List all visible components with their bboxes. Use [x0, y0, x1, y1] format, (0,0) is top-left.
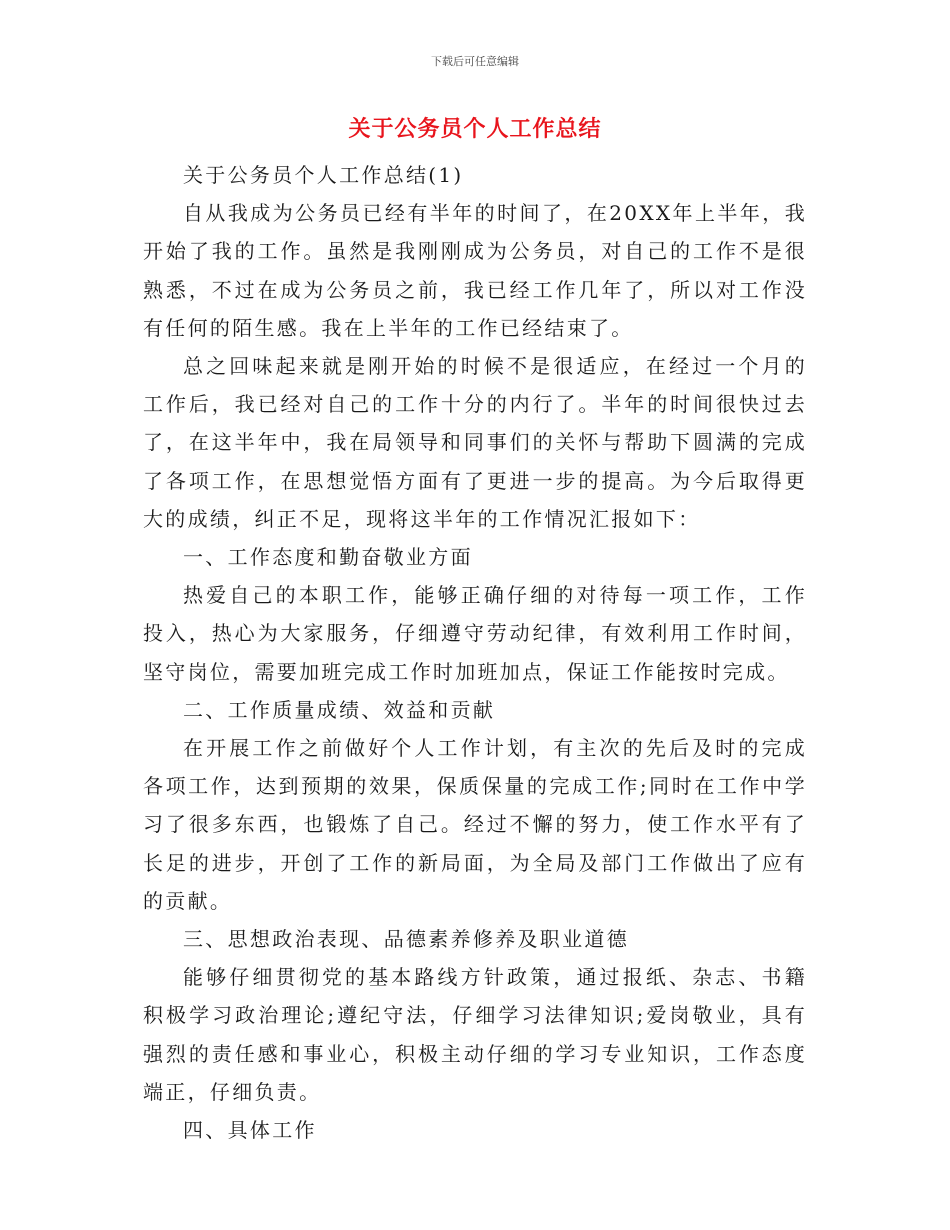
body-paragraph: 在开展工作之前做好个人工作计划，有主次的先后及时的完成各项工作，达到预期的效果，保质保量的完成工作;同时在工作中学习了很多东西，也锻炼了自己。经过不懈的努力，使工作水平有了长足的进步，开创了工作的新局面，为全局及部门工作做出了应有的贡献。	[143, 736, 807, 913]
header-note: 下载后可任意编辑	[431, 55, 519, 68]
section-heading: 四、具体工作	[183, 1118, 317, 1143]
section-heading: 一、工作态度和勤奋敬业方面	[183, 545, 473, 570]
body-paragraph: 热爱自己的本职工作，能够正确仔细的对待每一项工作，工作投入，热心为大家服务，仔细遵守劳动纪律，有效利用工作时间，坚守岗位，需要加班完成工作时加班加点，保证工作能按时完成。	[143, 583, 807, 684]
body-paragraph: 能够仔细贯彻党的基本路线方针政策，通过报纸、杂志、书籍积极学习政治理论;遵纪守法，仔细学习法律知识;爱岗敬业，具有强烈的责任感和事业心，积极主动仔细的学习专业知识，工作态度端正，仔细负责。	[143, 965, 807, 1104]
document-body	[143, 156, 807, 1149]
section-heading: 二、工作质量成绩、效益和贡献	[183, 697, 496, 722]
body-paragraph: 自从我成为公务员已经有半年的时间了，在20XX年上半年，我开始了我的工作。虽然是我刚刚成为公务员，对自己的工作不是很熟悉，不过在成为公务员之前，我已经工作几年了，所以对工作没有任何的陌生感。我在上半年的工作已经结束了。	[143, 201, 808, 340]
body-paragraph: 总之回味起来就是刚开始的时候不是很适应，在经过一个月的工作后，我已经对自己的工作十分的内行了。半年的时间很快过去了，在这半年中，我在局领导和同事们的关怀与帮助下圆满的完成了各项工作，在思想觉悟方面有了更进一步的提高。为今后取得更大的成绩，纠正不足，现将这半年的工作情况汇报如下：	[143, 354, 807, 531]
document-title: 关于公务员个人工作总结	[348, 117, 602, 142]
section-heading: 三、思想政治表现、品德素养修养及职业道德	[183, 927, 629, 952]
subtitle-paragraph: 关于公务员个人工作总结(1)	[183, 163, 464, 187]
